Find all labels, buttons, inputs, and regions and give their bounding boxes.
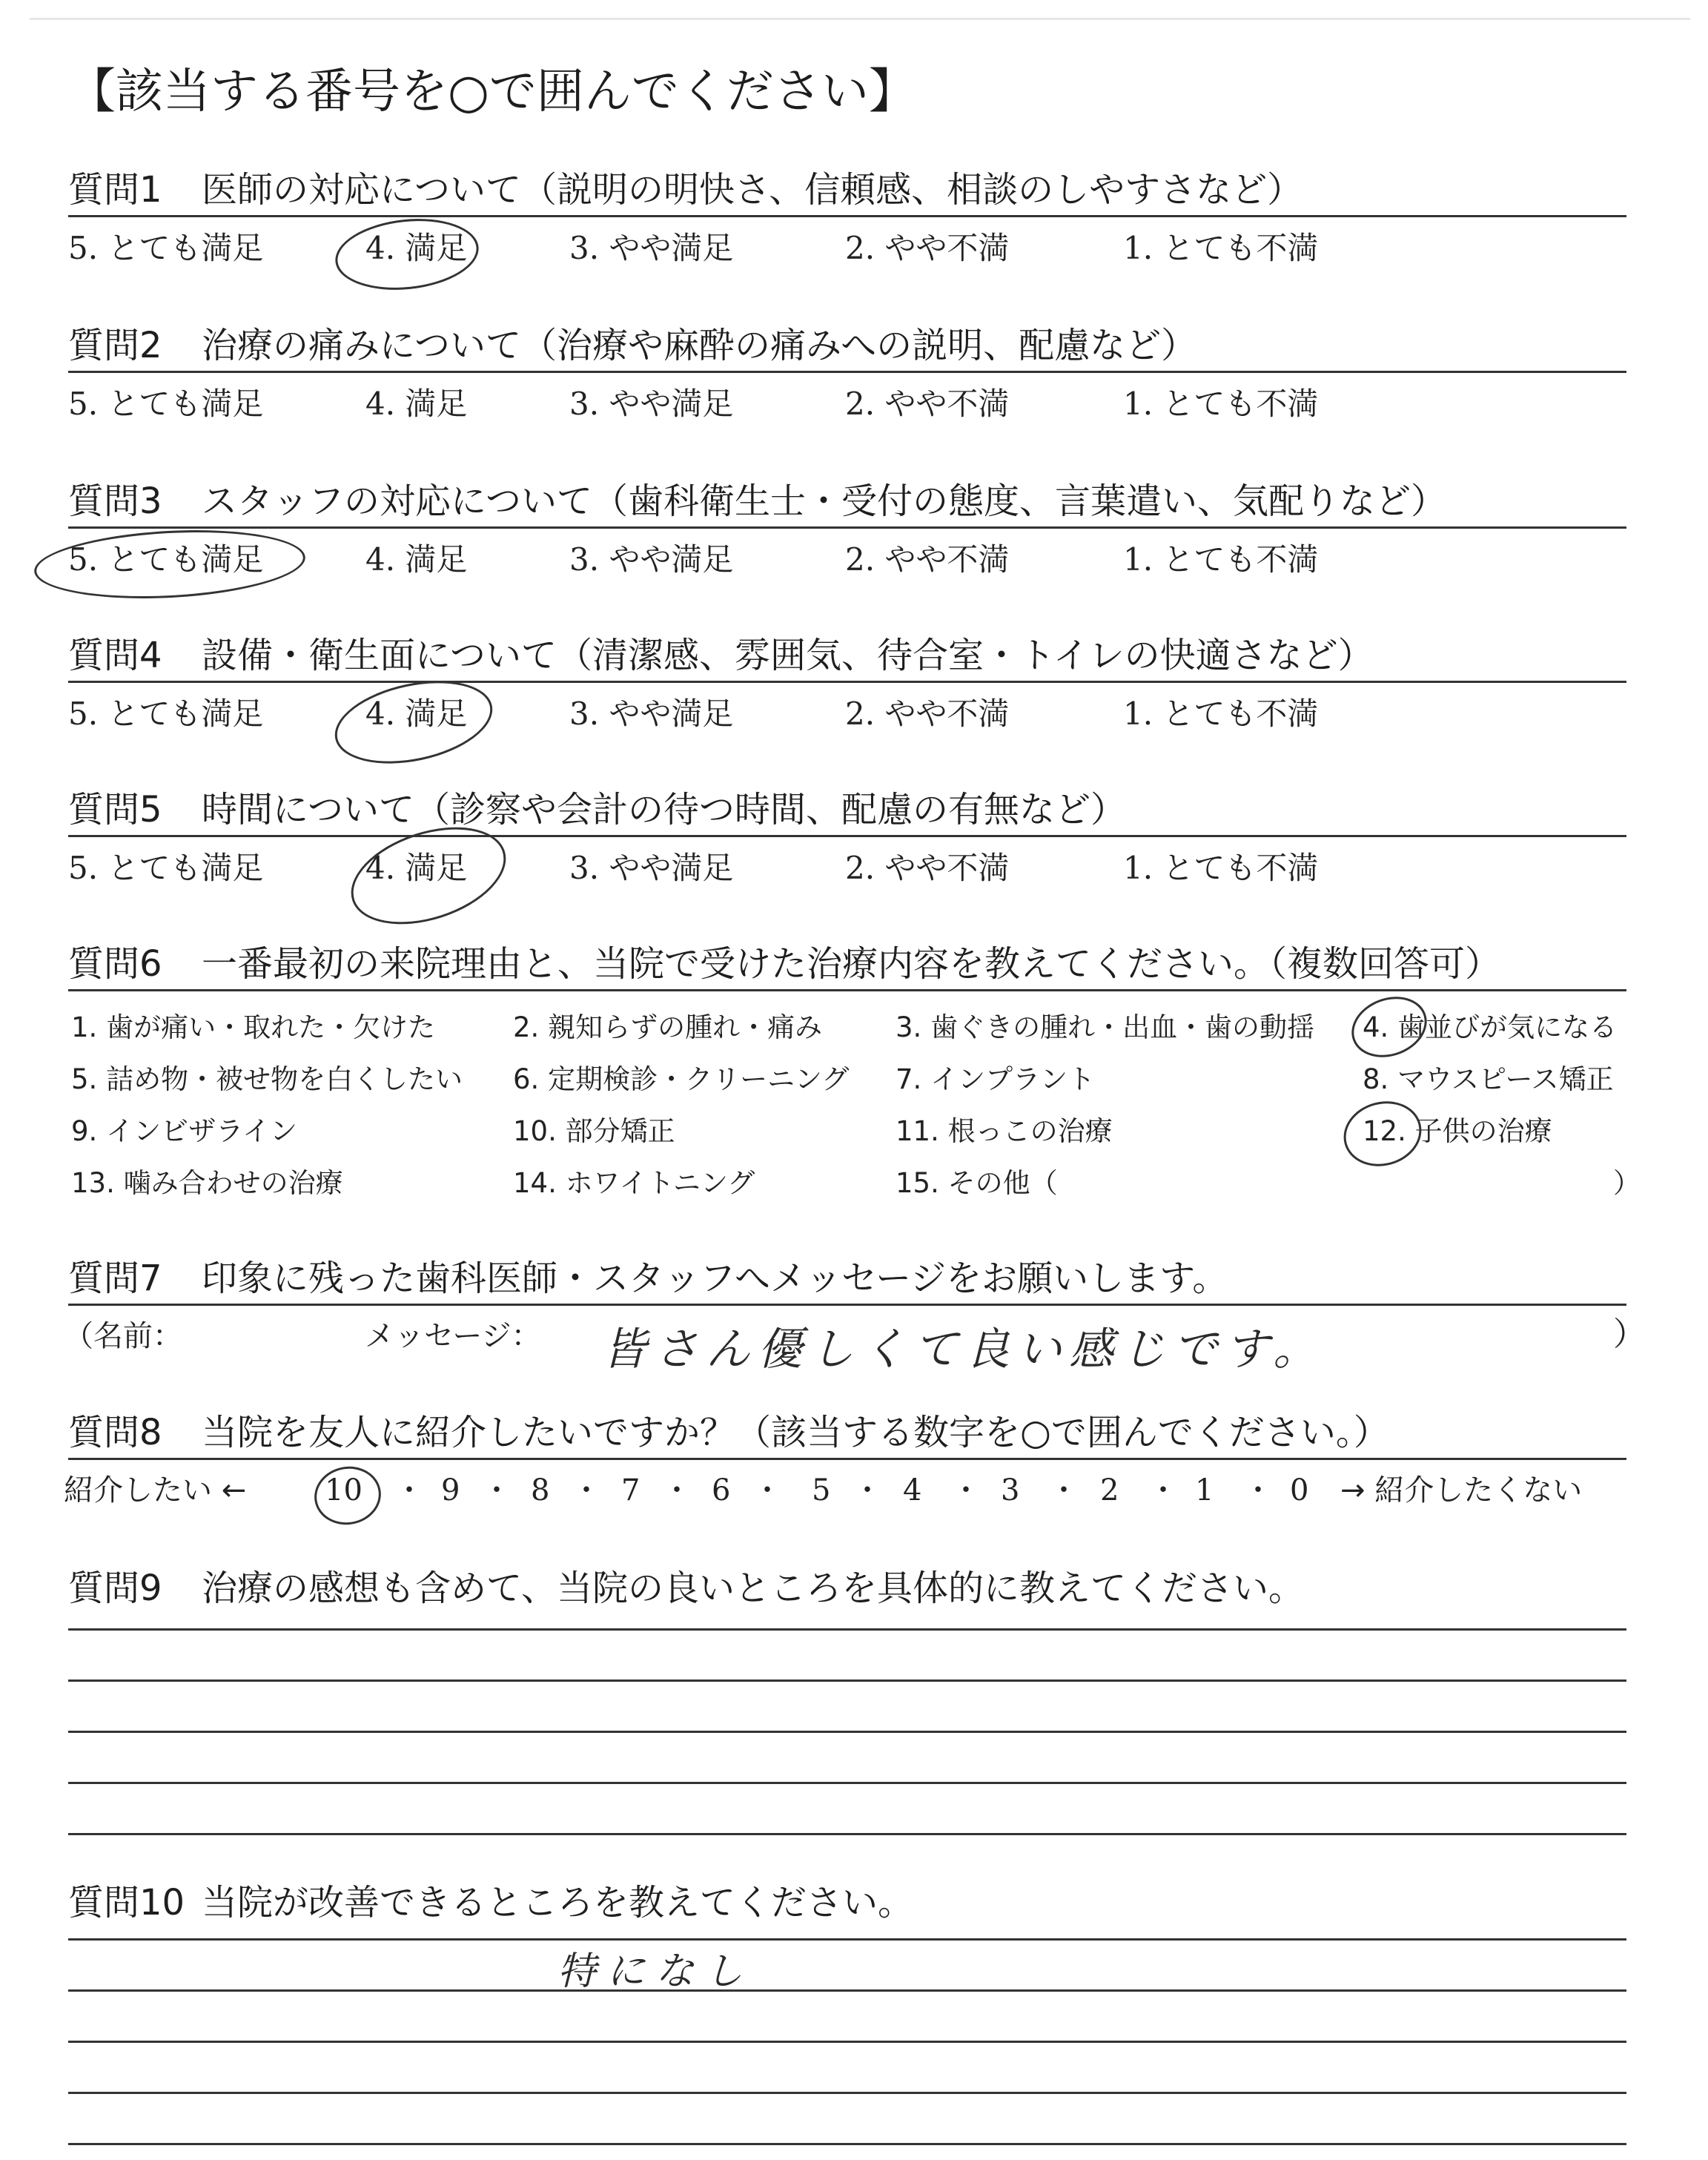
q5-option-3[interactable]: 3. やや満足: [569, 850, 734, 886]
reason-12-selection-circle: [1337, 1093, 1429, 1175]
name-label: （名前：: [64, 1319, 182, 1353]
question-number: 質問3: [68, 480, 162, 522]
question-text: 設備・衛生面について（清潔感、雰囲気、待合室・トイレの快適さなど）: [202, 635, 1374, 676]
question-1-rule: [68, 215, 1626, 217]
scale-separator: ・: [951, 1473, 981, 1507]
reason-11[interactable]: 11. 根っこの治療: [896, 1115, 1113, 1147]
q2-option-4[interactable]: 4. 満足: [365, 386, 468, 422]
q1-option-3[interactable]: 3. やや満足: [569, 230, 734, 266]
question-3-rule: [68, 526, 1626, 529]
question-text: 治療の痛みについて（治療や麻酔の痛みへの説明、配慮など）: [202, 325, 1197, 366]
q10-answer-handwritten[interactable]: 特になし: [557, 1949, 754, 1994]
scale-3[interactable]: 3: [1001, 1473, 1020, 1507]
answer-line: [68, 1628, 1626, 1631]
question-number: 質問10: [68, 1882, 185, 1923]
reason-2[interactable]: 2. 親知らずの腫れ・痛み: [513, 1011, 823, 1043]
q3-option-1[interactable]: 1. とても不満: [1123, 541, 1319, 578]
reason-7[interactable]: 7. インプラント: [896, 1063, 1096, 1095]
question-3: [68, 480, 1447, 522]
page-title: 【該当する番号を○で囲んでください】: [68, 65, 916, 119]
scale-1[interactable]: 1: [1195, 1473, 1214, 1507]
question-number: 質問9: [68, 1568, 162, 1609]
recommend-right-label: → 紹介したくない: [1340, 1473, 1583, 1507]
scale-8[interactable]: 8: [531, 1473, 550, 1507]
question-number: 質問4: [68, 635, 162, 676]
reason-1[interactable]: 1. 歯が痛い・取れた・欠けた: [71, 1011, 436, 1043]
question-7: [68, 1258, 1228, 1299]
question-8-rule: [68, 1458, 1626, 1460]
scale-separator: ・: [853, 1473, 882, 1507]
scale-5[interactable]: 5: [812, 1473, 831, 1507]
question-6: [68, 943, 1501, 985]
reason-3[interactable]: 3. 歯ぐきの腫れ・出血・歯の動揺: [896, 1011, 1315, 1043]
question-4-rule: [68, 681, 1626, 683]
q1-option-5[interactable]: 5. とても満足: [68, 230, 264, 266]
answer-line: [68, 1989, 1626, 1992]
answer-line: [68, 1833, 1626, 1835]
question-9: [68, 1568, 1305, 1609]
scale-separator: ・: [482, 1473, 512, 1507]
scale-separator: ・: [662, 1473, 692, 1507]
question-5-rule: [68, 835, 1626, 837]
q4-option-5[interactable]: 5. とても満足: [68, 696, 264, 732]
question-number: 質問2: [68, 325, 162, 366]
q1-option-1[interactable]: 1. とても不満: [1123, 230, 1319, 266]
q2-option-1[interactable]: 1. とても不満: [1123, 386, 1319, 422]
answer-line: [68, 2143, 1626, 2145]
question-7-rule: [68, 1304, 1626, 1306]
q2-option-3[interactable]: 3. やや満足: [569, 386, 734, 422]
question-6-rule: [68, 989, 1626, 991]
answer-line: [68, 1938, 1626, 1941]
scale-separator: ・: [1148, 1473, 1178, 1507]
message-label: メッセージ：: [365, 1319, 541, 1353]
scale-separator: ・: [752, 1473, 782, 1507]
q1-option-4[interactable]: 4. 満足: [365, 230, 468, 266]
question-text: スタッフの対応について（歯科衛生士・受付の態度、言葉遣い、気配りなど）: [202, 480, 1447, 522]
q2-option-2[interactable]: 2. やや不満: [845, 386, 1010, 422]
reason-9[interactable]: 9. インビザライン: [71, 1115, 297, 1147]
reason-8[interactable]: 8. マウスピース矯正: [1363, 1063, 1614, 1095]
message-close-paren: ）: [1613, 1315, 1646, 1353]
scale-6[interactable]: 6: [712, 1473, 731, 1507]
q1-option-2[interactable]: 2. やや不満: [845, 230, 1010, 266]
scale-separator: ・: [1049, 1473, 1079, 1507]
reason-12[interactable]: 12. 子供の治療: [1363, 1115, 1552, 1147]
reason-4[interactable]: 4. 歯並びが気になる: [1363, 1011, 1618, 1043]
question-text: 一番最初の来院理由と、当院で受けた治療内容を教えてください。（複数回答可）: [202, 943, 1501, 985]
question-text: 当院を友人に紹介したいですか？（該当する数字を○で囲んでください。）: [202, 1412, 1389, 1453]
question-number: 質問1: [68, 169, 162, 211]
q4-selection-circle: [328, 668, 500, 777]
reason-10[interactable]: 10. 部分矯正: [513, 1115, 675, 1147]
q3-selection-circle: [33, 524, 307, 604]
question-10: [68, 1882, 914, 1923]
question-text: 医師の対応について（説明の明快さ、信頼感、相談のしやすさなど）: [202, 169, 1303, 211]
answer-line: [68, 1782, 1626, 1784]
answer-line: [68, 2092, 1626, 2094]
question-text: 当院が改善できるところを教えてください。: [202, 1882, 914, 1923]
question-4: [68, 635, 1374, 676]
recommend-left-label: 紹介したい ←: [64, 1473, 247, 1507]
reason-15-close: ）: [1613, 1167, 1641, 1199]
scale-4[interactable]: 4: [903, 1473, 922, 1507]
question-1: [68, 169, 1303, 211]
question-text: 時間について（診察や会計の待つ時間、配慮の有無など）: [202, 789, 1127, 830]
scale-9[interactable]: 9: [441, 1473, 460, 1507]
q3-option-3[interactable]: 3. やや満足: [569, 541, 734, 578]
answer-line: [68, 2041, 1626, 2043]
message-handwritten[interactable]: 皆さん優しくて良い感じです。: [602, 1324, 1325, 1375]
q5-option-4[interactable]: 4. 満足: [365, 850, 468, 886]
question-text: 治療の感想も含めて、当院の良いところを具体的に教えてください。: [202, 1568, 1305, 1609]
q4-option-4[interactable]: 4. 満足: [365, 696, 468, 732]
reason-14[interactable]: 14. ホワイトニング: [513, 1167, 755, 1199]
question-5: [68, 789, 1127, 830]
q4-option-1[interactable]: 1. とても不満: [1123, 696, 1319, 732]
question-text: 印象に残った歯科医師・スタッフへメッセージをお願いします。: [202, 1258, 1228, 1299]
q2-option-5[interactable]: 5. とても満足: [68, 386, 264, 422]
scale-10-selection-circle: [310, 1462, 385, 1530]
question-number: 質問8: [68, 1412, 162, 1453]
question-2: [68, 325, 1197, 366]
question-2-rule: [68, 371, 1626, 373]
question-number: 質問7: [68, 1258, 162, 1299]
scale-10[interactable]: 10: [325, 1473, 363, 1507]
scale-separator: ・: [394, 1473, 424, 1507]
q3-option-4[interactable]: 4. 満足: [365, 541, 468, 578]
reason-4-selection-circle: [1343, 987, 1435, 1068]
reason-6[interactable]: 6. 定期検診・クリーニング: [513, 1063, 850, 1095]
q5-option-2[interactable]: 2. やや不満: [845, 850, 1010, 886]
scale-7[interactable]: 7: [621, 1473, 640, 1507]
scale-2[interactable]: 2: [1100, 1473, 1119, 1507]
answer-line: [68, 1680, 1626, 1682]
q1-selection-circle: [332, 212, 483, 297]
q5-option-5[interactable]: 5. とても満足: [68, 850, 264, 886]
question-number: 質問6: [68, 943, 162, 985]
question-number: 質問5: [68, 789, 162, 830]
q3-option-2[interactable]: 2. やや不満: [845, 541, 1010, 578]
q4-option-3[interactable]: 3. やや満足: [569, 696, 734, 732]
q4-option-2[interactable]: 2. やや不満: [845, 696, 1010, 732]
page-top-edge: [30, 18, 1690, 20]
answer-line: [68, 1731, 1626, 1733]
scale-0[interactable]: 0: [1290, 1473, 1309, 1507]
reason-15[interactable]: 15. その他（: [896, 1167, 1058, 1199]
reason-13[interactable]: 13. 噛み合わせの治療: [71, 1167, 343, 1199]
q3-option-5[interactable]: 5. とても満足: [68, 541, 264, 578]
scale-separator: ・: [1243, 1473, 1273, 1507]
question-8: [68, 1412, 1389, 1453]
q5-option-1[interactable]: 1. とても不満: [1123, 850, 1319, 886]
scale-separator: ・: [572, 1473, 601, 1507]
reason-5[interactable]: 5. 詰め物・被せ物を白くしたい: [71, 1063, 463, 1095]
